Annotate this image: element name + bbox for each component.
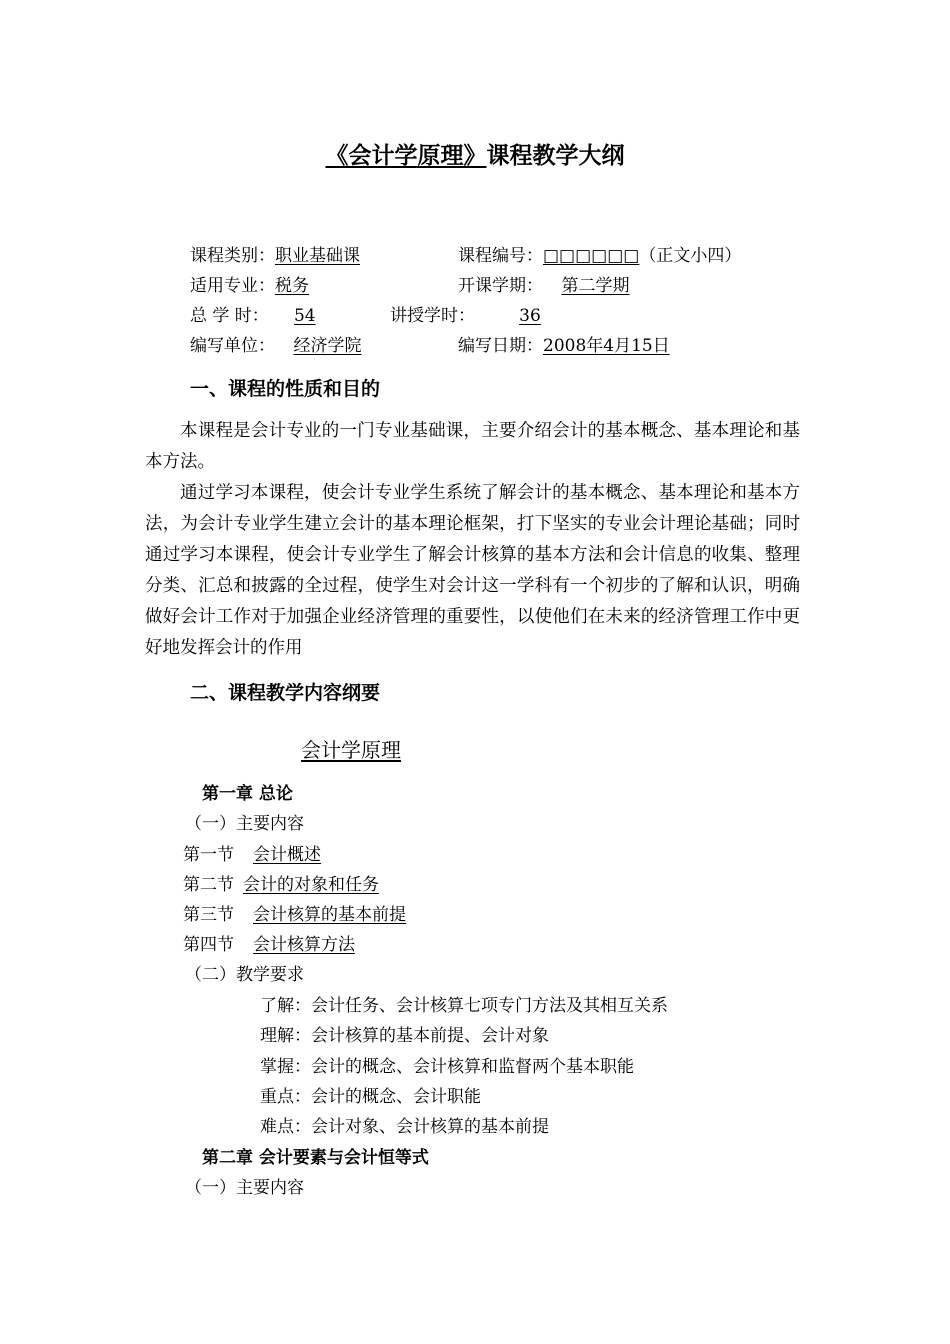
requirement-key-point: 重点：会计的概念、会计职能 bbox=[260, 1087, 481, 1107]
semester-label: 开课学期： bbox=[458, 276, 543, 296]
chapter1-section-3 bbox=[183, 900, 406, 925]
course-code-value: □□□□□□ bbox=[543, 246, 640, 266]
date-value: 2008年4月15日 bbox=[543, 336, 670, 356]
requirement-understand: 了解：会计任务、会计核算七项专门方法及其相互关系 bbox=[260, 996, 668, 1016]
chapter1-main-content: （一）主要内容 bbox=[185, 814, 304, 834]
unit bbox=[190, 331, 380, 356]
outline-subtitle: 会计学原理 bbox=[301, 738, 401, 762]
total-hours bbox=[190, 301, 341, 326]
major bbox=[190, 271, 370, 296]
total-hours-label: 总 学 时： bbox=[190, 306, 269, 326]
chapter1-section-1 bbox=[183, 840, 321, 865]
section-name: 会计核算的基本前提 bbox=[253, 905, 406, 925]
semester bbox=[458, 271, 648, 296]
lecture-hours bbox=[390, 301, 585, 326]
course-code-label: 课程编号： bbox=[458, 246, 543, 266]
section-number: 第三节 bbox=[183, 905, 234, 925]
chapter2-title: 第二章 会计要素与会计恒等式 bbox=[202, 1148, 429, 1168]
course-type-label: 课程类别： bbox=[190, 246, 275, 266]
section1-paragraph-1: 本课程是会计专业的一门专业基础课，主要介绍会计的基本概念、基本理论和基本方法。 bbox=[145, 421, 800, 472]
lecture-hours-value: 36 bbox=[519, 306, 541, 326]
section-number: 第四节 bbox=[183, 935, 234, 955]
requirement-difficulty: 难点：会计对象、会计核算的基本前提 bbox=[260, 1117, 549, 1137]
section1-paragraph-2: 通过学习本课程，使会计专业学生系统了解会计的基本概念、基本理论和基本方法，为会计专业学生建立会计的基本理论框架，打下坚实的专业会计理论基础；同时通过学习本课程，使会计专业学生了解会计核算的基本方法和会计信息的收集、整理分类、汇总和披露的全过程，使学生对会计这一学科有一个初步的了解和认识，明确做好会计工作对于加强企业经济管理的重要性，以使他们在未来的经济管理工作中更好地发挥会计的作用 bbox=[145, 483, 800, 658]
semester-value: 第二学期 bbox=[561, 276, 630, 296]
chapter2-main-content: （一）主要内容 bbox=[185, 1178, 304, 1198]
date-label: 编写日期： bbox=[458, 336, 543, 356]
section-number: 第一节 bbox=[183, 845, 234, 865]
section-name: 会计的对象和任务 bbox=[243, 875, 379, 895]
lecture-hours-label: 讲授学时： bbox=[390, 306, 475, 326]
chapter1-section-2 bbox=[183, 870, 379, 895]
chapter1-title: 第一章 总论 bbox=[202, 784, 293, 804]
major-label: 适用专业： bbox=[190, 276, 275, 296]
major-value: 税务 bbox=[275, 276, 309, 296]
course-type bbox=[190, 241, 360, 266]
section-name: 会计核算方法 bbox=[253, 935, 355, 955]
title-course-name: 《会计学原理》 bbox=[325, 142, 487, 169]
requirement-comprehend: 理解：会计核算的基本前提、会计对象 bbox=[260, 1026, 549, 1046]
date bbox=[458, 331, 670, 356]
course-code bbox=[458, 241, 741, 266]
chapter1-section-4 bbox=[183, 930, 355, 955]
section-number: 第二节 bbox=[183, 875, 234, 895]
course-code-note: （正文小四） bbox=[639, 246, 742, 266]
total-hours-value: 54 bbox=[293, 306, 316, 326]
section2-heading: 二、课程教学内容纲要 bbox=[190, 682, 381, 704]
section1-heading: 一、课程的性质和目的 bbox=[190, 378, 381, 400]
unit-label: 编写单位： bbox=[190, 336, 275, 356]
requirement-master: 掌握：会计的概念、会计核算和监督两个基本职能 bbox=[260, 1057, 634, 1077]
unit-value: 经济学院 bbox=[293, 336, 362, 356]
title-suffix: 课程教学大纲 bbox=[486, 142, 625, 169]
document-title bbox=[0, 137, 950, 170]
section-name: 会计概述 bbox=[253, 845, 321, 865]
chapter1-requirements-heading: （二）教学要求 bbox=[185, 965, 304, 985]
course-type-value: 职业基础课 bbox=[275, 246, 360, 266]
